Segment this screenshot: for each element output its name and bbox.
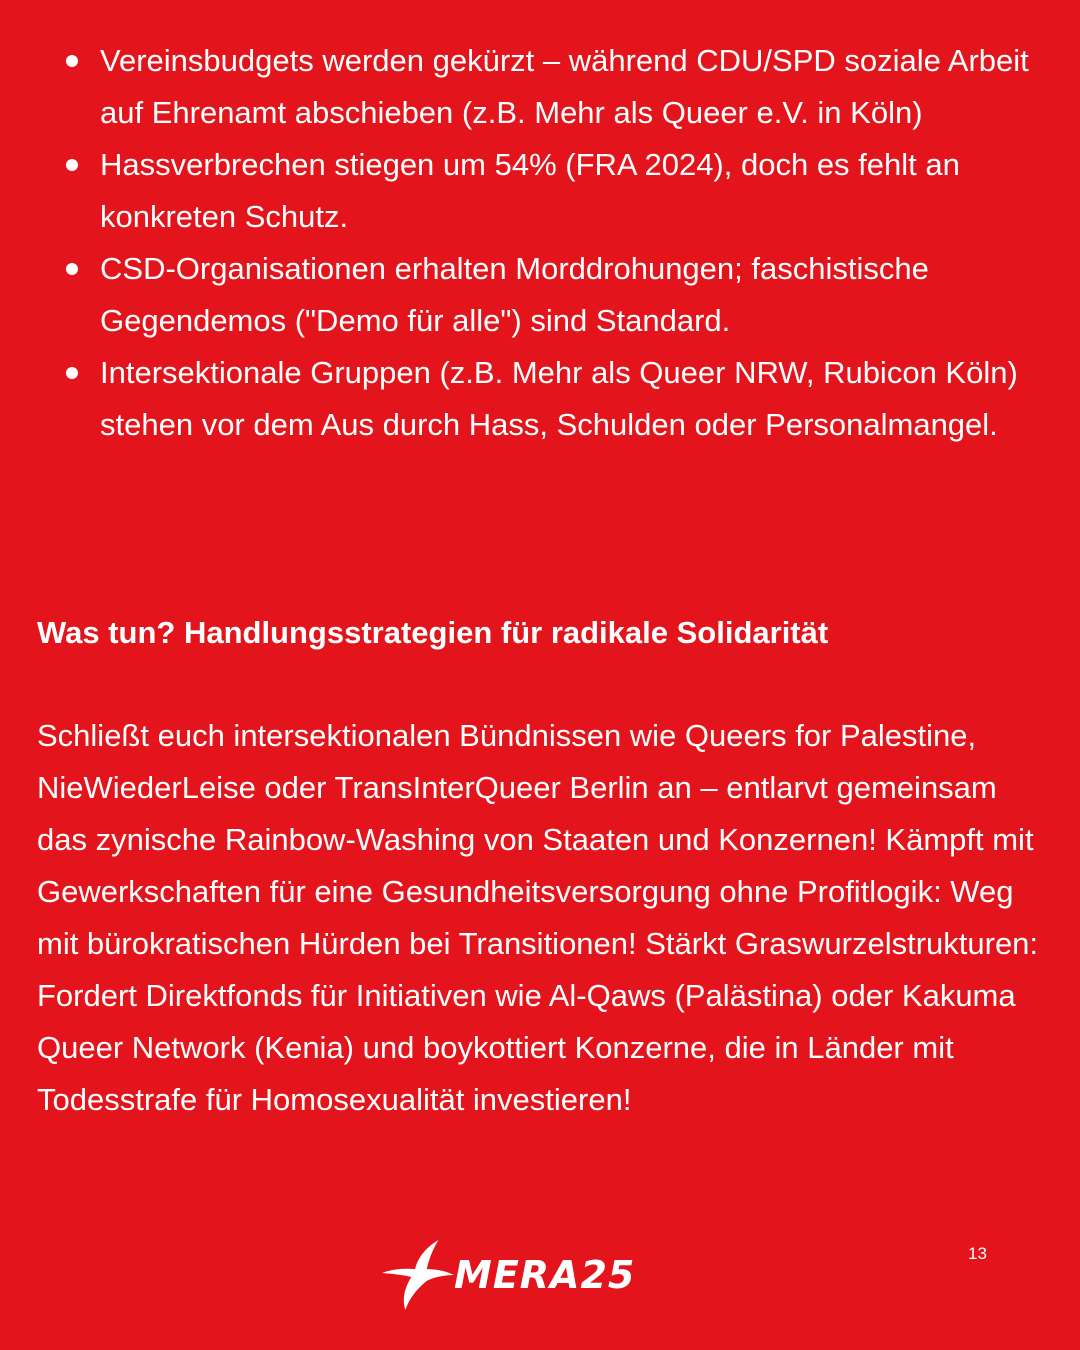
bullet-list — [64, 35, 1054, 451]
list-item — [64, 35, 1054, 139]
bullet-text: Intersektionale Gruppen (z.B. Mehr als Queer NRW, Rubicon Köln) stehen vor dem Aus durch Hass, Schulden oder Personalmangel. — [100, 355, 1018, 442]
bullet-dot-icon — [66, 159, 78, 171]
page-number: 13 — [968, 1244, 987, 1263]
list-item — [64, 347, 1054, 451]
bullet-text: CSD-Organisationen erhalten Morddrohungen; faschistische Gegendemos ("Demo für alle") sind Standard. — [100, 251, 929, 338]
swallow-bird-icon — [380, 1238, 458, 1312]
bullet-dot-icon — [66, 367, 78, 379]
list-item — [64, 243, 1054, 347]
logo-text: MERA25 — [454, 1253, 636, 1297]
bullet-dot-icon — [66, 55, 78, 67]
bullet-dot-icon — [66, 263, 78, 275]
section-heading: Was tun? Handlungsstrategien für radikale Solidarität — [37, 615, 829, 650]
list-item — [64, 139, 1054, 243]
body-paragraph: Schließt euch intersektionalen Bündnissen wie Queers for Palestine, NieWiederLeise oder TransInterQueer Berlin an – entlarvt gemeinsam das zynische Rainbow-Washing von Staaten und Konzernen! Kämpft mit Gewerkschaften für eine Gesundheitsversorgung ohne Profitlogik: Weg mit bürokratischen Hürden bei Transitionen! Stärkt Graswurzelstrukturen: Fordert Direktfonds für Initiativen wie Al-Qaws (Palästina) oder Kakuma Queer Network (Kenia) und boykottiert Konzerne, die in Länder mit Todesstrafe für Homosexualität investieren! — [37, 718, 1039, 1117]
mera25-logo — [380, 1236, 710, 1314]
bullet-text: Hassverbrechen stiegen um 54% (FRA 2024), doch es fehlt an konkreten Schutz. — [100, 147, 960, 234]
bullet-text: Vereinsbudgets werden gekürzt – während CDU/SPD soziale Arbeit auf Ehrenamt abschieben (z.B. Mehr als Queer e.V. in Köln) — [100, 43, 1029, 130]
